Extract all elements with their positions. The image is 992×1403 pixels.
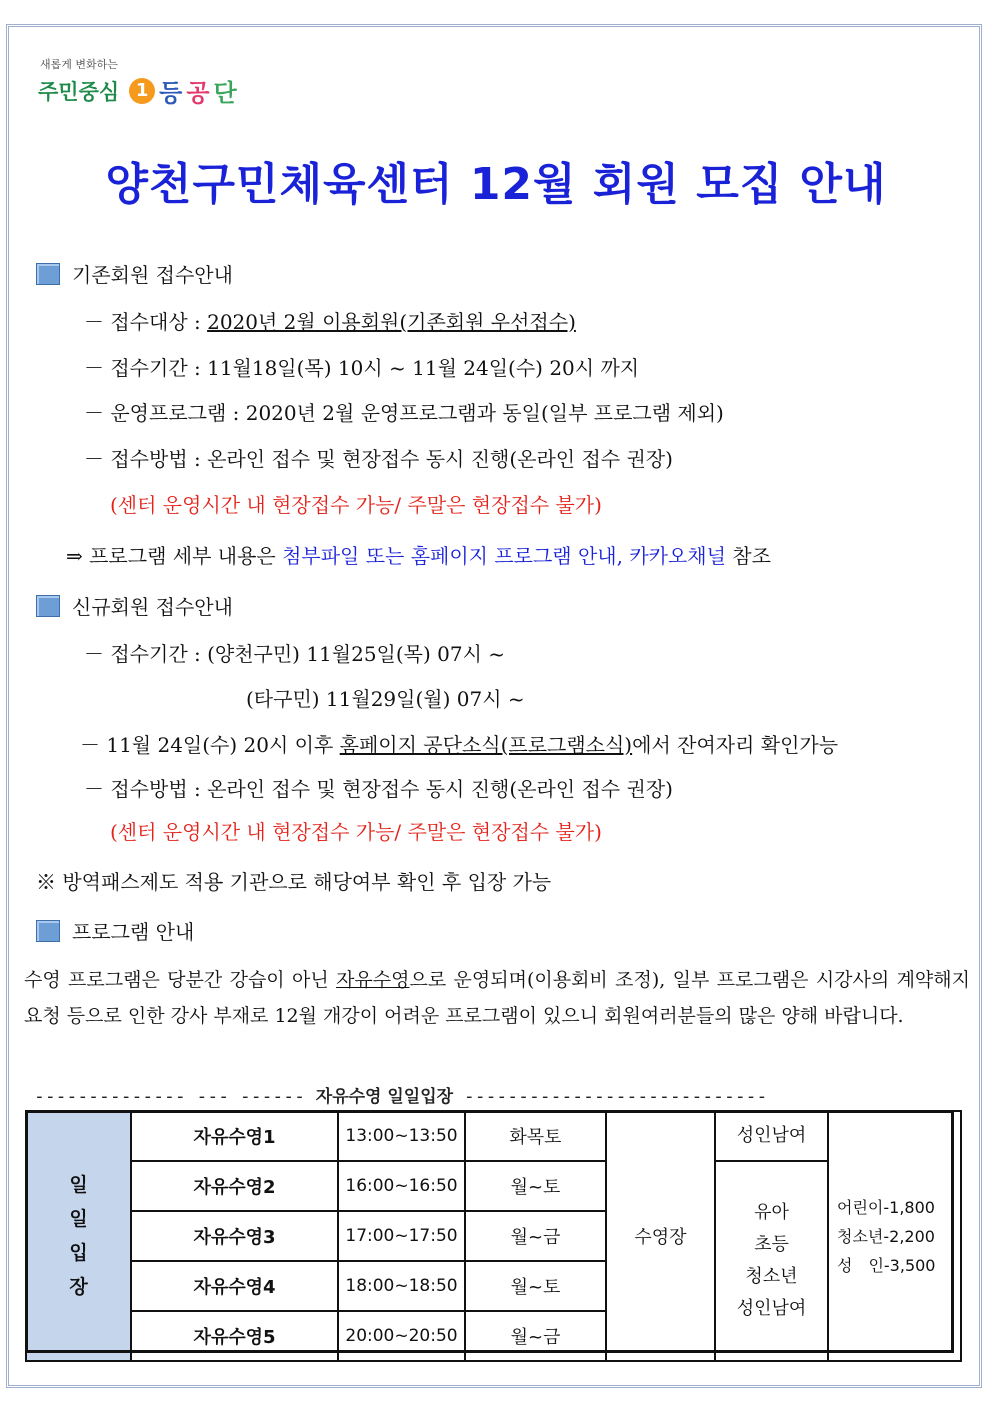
- new-period-2: (타구민) 11월29일(월) 07시 ~: [246, 687, 525, 711]
- session-time: 13:00~13:50: [338, 1111, 465, 1161]
- section-heading: 기존회원 접수안내: [72, 263, 233, 287]
- row-header-text: 일 일 입 장: [69, 1174, 88, 1298]
- ref-link[interactable]: 첨부파일 또는 홈페이지 프로그램 안내, 카카오채널: [282, 544, 726, 568]
- session-name: 자유수영3: [131, 1211, 338, 1261]
- session-time: 18:00~18:50: [338, 1261, 465, 1311]
- table-caption-text: 자유수영 일일입장: [315, 1087, 454, 1107]
- existing-period: － 접수기간 : 11월18일(목) 10시 ~ 11월 24일(수) 20시 까지: [84, 356, 640, 380]
- session-time: 17:00~17:50: [338, 1211, 465, 1261]
- target-bottom: [715, 1161, 828, 1361]
- new-vacancy: [80, 729, 838, 758]
- ref-prefix: ⇒ 프로그램 세부 내용은: [66, 544, 283, 568]
- session-days: 월~토: [465, 1161, 606, 1211]
- caption-dash-left: -------------- --- ------: [34, 1086, 305, 1107]
- target-bottom-text: 유아 초등 청소년 성인남여: [736, 1202, 807, 1319]
- section-new: [36, 591, 233, 620]
- vacancy-prefix: － 11월 24일(수) 20시 이후: [80, 733, 340, 757]
- program-text-underlined: 자유수영: [336, 969, 410, 991]
- new-note: (센터 운영시간 내 현장접수 가능/ 주말은 현장접수 불가): [110, 820, 602, 844]
- place-cell: 수영장: [606, 1111, 715, 1361]
- new-period-1: － 접수기간 : (양천구민) 11월25일(목) 07시 ~: [84, 642, 506, 666]
- fee-text: 어린이-1,800 청소년-2,200 성 인-3,500: [837, 1197, 936, 1275]
- row-header: [26, 1111, 131, 1361]
- table-row: [26, 1111, 961, 1161]
- session-days: 월~금: [465, 1311, 606, 1361]
- existing-target: [84, 306, 576, 335]
- existing-note: (센터 운영시간 내 현장접수 가능/ 주말은 현장접수 불가): [110, 493, 602, 517]
- table-caption: [34, 1082, 970, 1107]
- notice: ※ 방역패스제도 적용 기관으로 해당여부 확인 후 입장 가능: [36, 870, 552, 894]
- caption-dash-right: ----------------------------: [463, 1086, 768, 1107]
- session-name: 자유수영5: [131, 1311, 338, 1361]
- logo-tagline: 새롭게 변화하는: [40, 58, 118, 71]
- section-heading: 신규회원 접수안내: [72, 595, 233, 619]
- logo-brand-2: 공: [186, 79, 210, 107]
- section-heading: 프로그램 안내: [72, 920, 195, 944]
- ref-suffix: 참조: [725, 544, 771, 568]
- session-days: 화목토: [465, 1111, 606, 1161]
- target-value: 2020년 2월 이용회원(기존회원 우선접수): [207, 310, 576, 334]
- session-time: 16:00~16:50: [338, 1161, 465, 1211]
- program-text-a: 수영 프로그램은 당분간 강습이 아닌: [24, 969, 337, 991]
- target-label: － 접수대상 :: [84, 310, 208, 334]
- session-name: 자유수영2: [131, 1161, 338, 1211]
- session-time: 20:00~20:50: [338, 1311, 465, 1361]
- new-method: － 접수방법 : 온라인 접수 및 현장접수 동시 진행(온라인 접수 권장): [84, 777, 673, 801]
- square-bullet-icon: [36, 920, 60, 942]
- session-days: 월~토: [465, 1261, 606, 1311]
- session-name: 자유수영4: [131, 1261, 338, 1311]
- square-bullet-icon: [36, 263, 60, 285]
- program-description: [24, 962, 970, 1034]
- existing-reference: [66, 540, 771, 569]
- section-existing: [36, 259, 233, 288]
- vacancy-suffix: 에서 잔여자리 확인가능: [632, 733, 839, 757]
- session-days: 월~금: [465, 1211, 606, 1261]
- logo-brand-3: 단: [213, 79, 237, 107]
- existing-program: － 운영프로그램 : 2020년 2월 운영프로그램과 동일(일부 프로그램 제외): [84, 401, 724, 425]
- logo-brand-1: 등: [159, 79, 183, 107]
- table-row: [26, 1161, 961, 1211]
- logo-text: 주민중심: [38, 79, 120, 104]
- section-program: [36, 916, 194, 945]
- swim-schedule-table: [25, 1110, 962, 1362]
- fee-cell: [828, 1111, 961, 1361]
- vacancy-link[interactable]: 홈페이지 공단소식(프로그램소식): [339, 733, 633, 757]
- page-title: 양천구민체육센터 12월 회원 모집 안내: [105, 159, 887, 210]
- square-bullet-icon: [36, 595, 60, 617]
- program-text-b: 으로 운영되며(이용회비 조정), 일부 프로그램은 시강사의 계약해지 요청 등으로 인한 강사 부재로 12월 개강이 어려운 프로그램이 있으니 회원여러분들의 많은 양해 바랍니다.: [24, 969, 970, 1027]
- target-top: 성인남여: [715, 1111, 828, 1161]
- logo-number: 1: [129, 78, 155, 104]
- session-name: 자유수영1: [131, 1111, 338, 1161]
- existing-method: － 접수방법 : 온라인 접수 및 현장접수 동시 진행(온라인 접수 권장): [84, 447, 673, 471]
- logo: [38, 56, 237, 108]
